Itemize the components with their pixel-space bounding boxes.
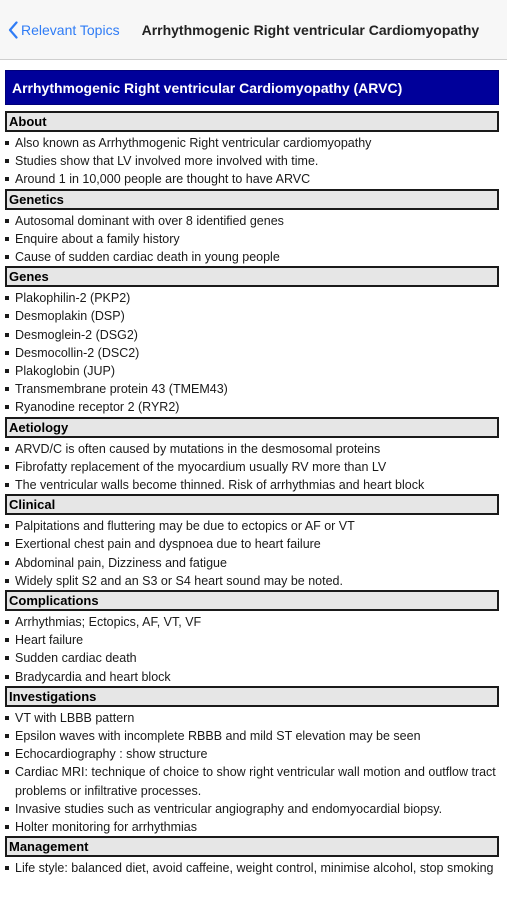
navigation-bar [0,0,507,60]
list-item: Exertional chest pain and dyspnoea due to heart failure [0,535,501,553]
section-heading: Complications [5,590,499,611]
list-item: Arrhythmias; Ectopics, AF, VT, VF [0,613,501,631]
list-item: The ventricular walls become thinned. Risk of arrhythmias and heart block [0,476,501,494]
list-item: Bradycardia and heart block [0,668,501,686]
section-genetics [0,189,507,267]
bullet-list [0,517,507,590]
section-clinical [0,494,507,590]
list-item: Cause of sudden cardiac death in young people [0,248,501,266]
section-about [0,111,507,189]
section-heading: Investigations [5,686,499,707]
list-item: Plakoglobin (JUP) [0,362,501,380]
list-item: Around 1 in 10,000 people are thought to have ARVC [0,170,501,188]
section-genes [0,266,507,416]
back-button-label: Relevant Topics [21,21,120,38]
bullet-list [0,709,507,836]
bullet-list [0,212,507,267]
section-investigations [0,686,507,836]
list-item: Life style: balanced diet, avoid caffeine, weight control, minimise alcohol, stop smoking [0,859,501,877]
list-item: Plakophilin-2 (PKP2) [0,289,501,307]
list-item: Desmoplakin (DSP) [0,307,501,325]
bullet-list [0,134,507,189]
list-item: Enquire about a family history [0,230,501,248]
list-item: Cardiac MRI: technique of choice to show right ventricular wall motion and outflow tract problems or infiltrative processes. [0,763,501,799]
section-heading: Management [5,836,499,857]
back-button[interactable] [8,21,120,39]
list-item: Palpitations and fluttering may be due to ectopics or AF or VT [0,517,501,535]
topic-content[interactable] [0,60,507,900]
list-item: VT with LBBB pattern [0,709,501,727]
section-complications [0,590,507,686]
section-heading: Aetiology [5,417,499,438]
page-title: Arrhythmogenic Right ventricular Cardiomyopathy [141,21,480,38]
topic-banner: Arrhythmogenic Right ventricular Cardiomyopathy (ARVC) [5,70,499,105]
section-heading: About [5,111,499,132]
list-item: Sudden cardiac death [0,649,501,667]
list-item: Epsilon waves with incomplete RBBB and mild ST elevation may be seen [0,727,501,745]
list-item: Heart failure [0,631,501,649]
bullet-list [0,859,507,877]
list-item: Desmocollin-2 (DSC2) [0,344,501,362]
list-item: Desmoglein-2 (DSG2) [0,326,501,344]
list-item: Invasive studies such as ventricular angiography and endomyocardial biopsy. [0,800,501,818]
list-item: Echocardiography : show structure [0,745,501,763]
chevron-left-icon [8,21,18,39]
section-heading: Clinical [5,494,499,515]
section-heading: Genes [5,266,499,287]
list-item: Fibrofatty replacement of the myocardium usually RV more than LV [0,458,501,476]
list-item: Studies show that LV involved more involved with time. [0,152,501,170]
section-aetiology [0,417,507,495]
section-heading: Genetics [5,189,499,210]
bullet-list [0,289,507,416]
sections-container [0,111,507,878]
list-item: Ryanodine receptor 2 (RYR2) [0,398,501,416]
list-item: ARVD/C is often caused by mutations in the desmosomal proteins [0,440,501,458]
bullet-list [0,613,507,686]
section-management [0,836,507,877]
list-item: Autosomal dominant with over 8 identified genes [0,212,501,230]
list-item: Widely split S2 and an S3 or S4 heart sound may be noted. [0,572,501,590]
bullet-list [0,440,507,495]
list-item: Also known as Arrhythmogenic Right ventricular cardiomyopathy [0,134,501,152]
list-item: Transmembrane protein 43 (TMEM43) [0,380,501,398]
list-item: Holter monitoring for arrhythmias [0,818,501,836]
list-item: Abdominal pain, Dizziness and fatigue [0,554,501,572]
